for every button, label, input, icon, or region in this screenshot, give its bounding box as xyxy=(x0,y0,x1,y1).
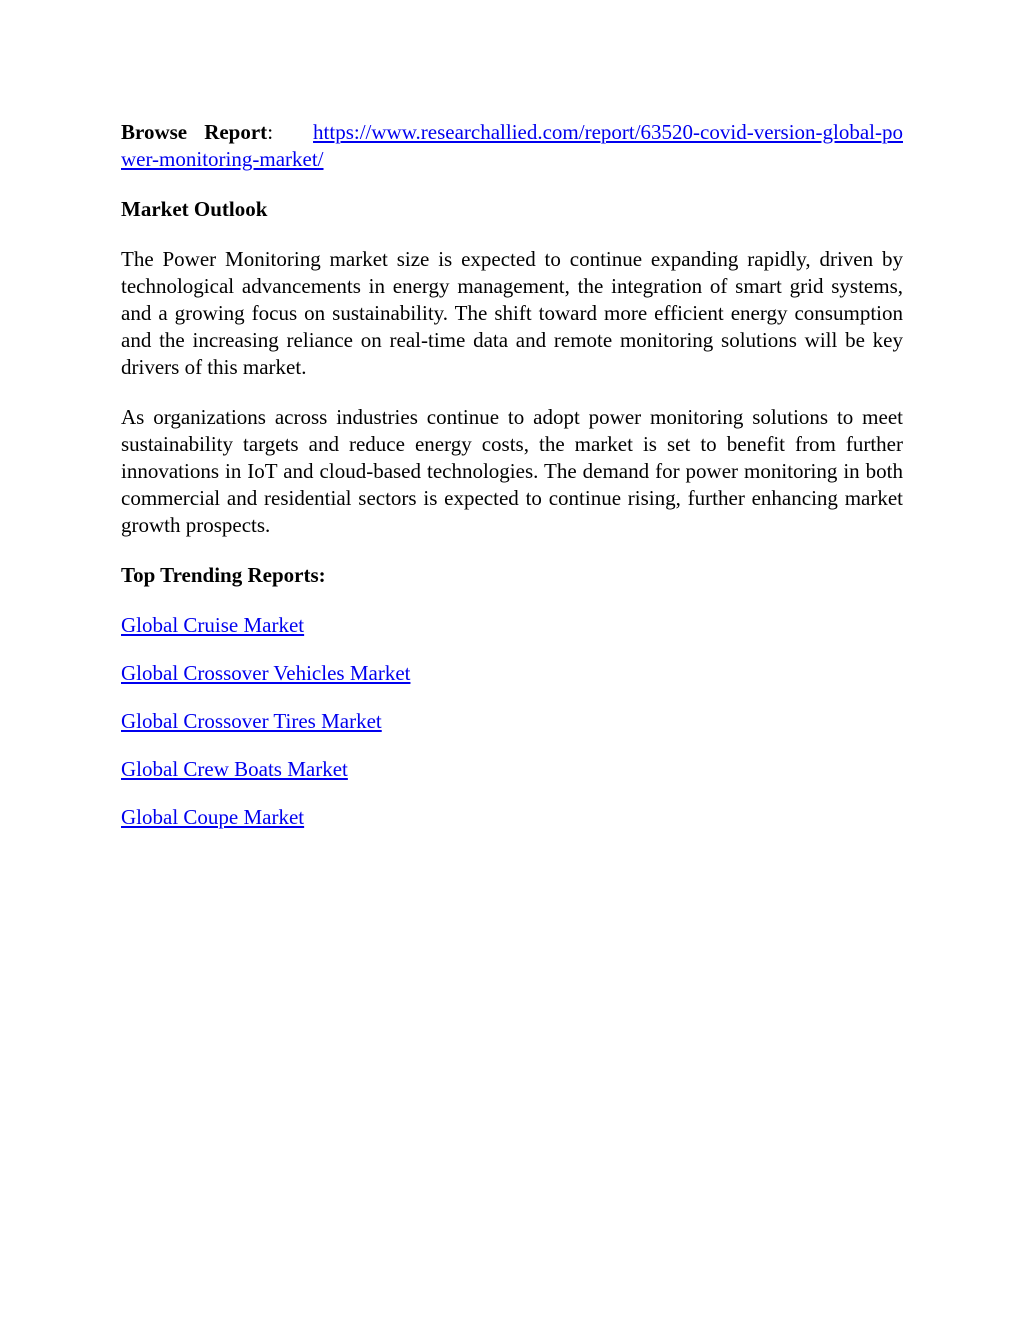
trending-reports-list xyxy=(121,612,903,831)
list-item xyxy=(121,756,903,783)
trending-link-crossover-tires[interactable]: Global Crossover Tires Market xyxy=(121,709,382,733)
browse-report-url-link[interactable]: https://www.researchallied.com/report/63520-covid-version-global-power-monitoring-market/ xyxy=(121,120,903,171)
market-outlook-heading: Market Outlook xyxy=(121,197,268,221)
document-page xyxy=(121,119,903,831)
list-item xyxy=(121,708,903,735)
market-outlook-paragraph-1: The Power Monitoring market size is expected to continue expanding rapidly, driven by technological advancements in energy management, the integration of smart grid systems, and a growing focus on sustainability. The shift toward more efficient energy consumption and the increasing reliance on real-time data and remote monitoring solutions will be key drivers of this market. xyxy=(121,247,903,379)
trending-link-crossover-vehicles[interactable]: Global Crossover Vehicles Market xyxy=(121,661,411,685)
top-trending-heading: Top Trending Reports: xyxy=(121,563,326,587)
trending-link-crew-boats[interactable]: Global Crew Boats Market xyxy=(121,757,348,781)
list-item xyxy=(121,660,903,687)
list-item xyxy=(121,804,903,831)
browse-report-colon: : xyxy=(267,120,274,144)
market-outlook-paragraph-2: As organizations across industries continue to adopt power monitoring solutions to meet sustainability targets and reduce energy costs, the market is set to benefit from further innovations in IoT and cloud-based technologies. The demand for power monitoring in both commercial and residential sectors is expected to continue rising, further enhancing market growth prospects. xyxy=(121,405,903,537)
trending-link-cruise[interactable]: Global Cruise Market xyxy=(121,613,305,637)
trending-link-coupe[interactable]: Global Coupe Market xyxy=(121,805,305,829)
list-item xyxy=(121,612,903,639)
browse-report-line xyxy=(121,119,903,173)
browse-report-label: Browse Report xyxy=(121,120,268,144)
